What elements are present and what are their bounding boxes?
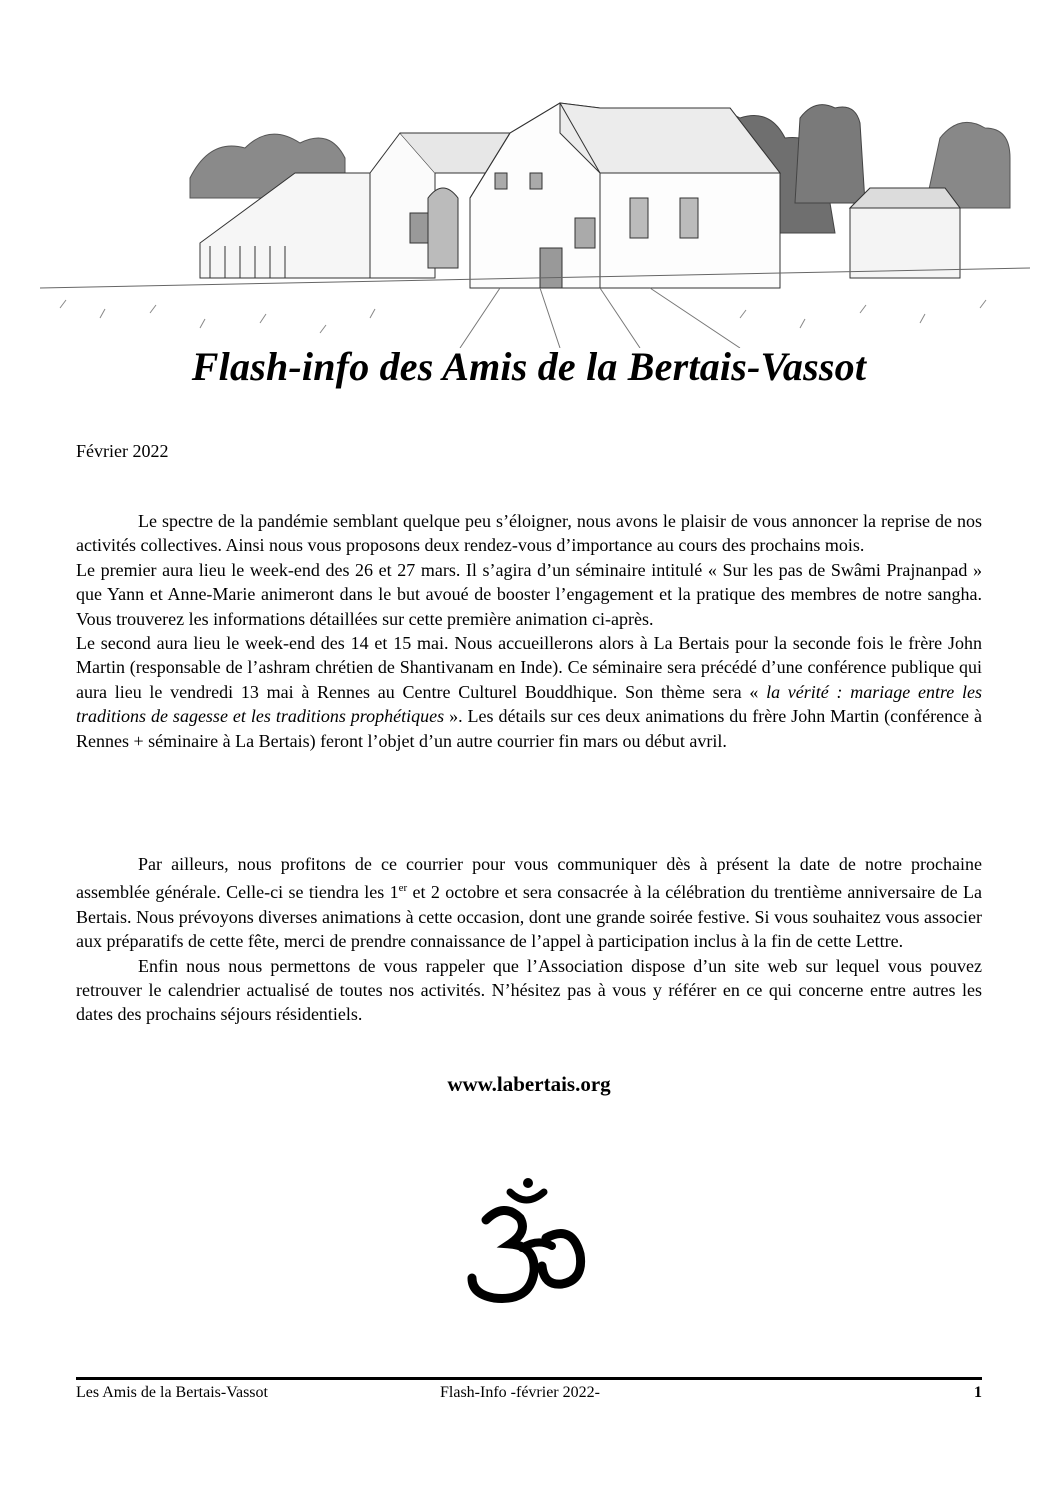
announcement-section bbox=[76, 509, 982, 753]
second-event-text-start: Le second aura lieu le week-end des 14 et 15 mai. Nous accueillerons alors à La Bertais pour la seconde fois le frère John Martin (responsable de l’ashram chrétien de Shantivanam en Inde). Ce séminaire sera précédé d’une conférence publique qui aura lieu le vendredi 13 mai à Rennes au Centre Culturel Bouddhique. Son thème sera « bbox=[76, 633, 982, 702]
page-footer bbox=[76, 1384, 982, 1406]
general-assembly-section bbox=[76, 852, 982, 1027]
assembly-text-start: Par ailleurs, nous profitons de ce courrier pour vous communiquer dès à présent la date de notre prochaine assemblée générale. Celle-ci se tiendra les 1 bbox=[76, 854, 982, 903]
issue-date: Février 2022 bbox=[76, 441, 169, 461]
assembly-text-end: et 2 octobre et sera consacrée à la célébration du trentième anniversaire de La Bertais. Nous prévoyons diverses animations à cette occasion, dont une grande soirée festive. Si vous souhaitez vous associer aux préparatifs de cette fête, merci de prendre connaissance de l’appel à participation inclus à la fin de cette Lettre. bbox=[76, 882, 983, 952]
website-link[interactable]: www.labertais.org bbox=[447, 1072, 611, 1096]
second-event-paragraph bbox=[76, 631, 982, 753]
first-event-paragraph: Le premier aura lieu le week-end des 26 et 27 mars. Il s’agira d’un séminaire intitulé « Sur les pas de Swâmi Prajnanpad » que Yann et Anne-Marie animeront dans le but avoué de booster l’engagement et la pratique des membres de notre sangha. Vous trouverez les informations détaillées sur cette première animation ci-après. bbox=[76, 559, 982, 629]
om-icon bbox=[462, 1178, 592, 1308]
footer-association-name: Les Amis de la Bertais-Vassot bbox=[76, 1384, 268, 1401]
intro-paragraph: Le spectre de la pandémie semblant quelque peu s’éloigner, nous avons le plaisir de vous annoncer la reprise de nos activités collectives. Ainsi nous vous proposons deux rendez-vous d’importance au cours des prochains mois. bbox=[76, 511, 982, 556]
footer-page-number: 1 bbox=[974, 1384, 982, 1401]
footer-issue-label: Flash-Info -février 2022- bbox=[440, 1384, 600, 1401]
assembly-paragraph bbox=[76, 852, 982, 954]
farmhouse-sketch-illustration bbox=[40, 78, 1030, 348]
page-title: Flash-info des Amis de la Bertais-Vassot bbox=[191, 344, 867, 389]
second-event-text-end: ». Les détails sur ces deux animations du frère John Martin (conférence à Rennes + séminaire à La Bertais) feront l’objet d’un autre courrier fin mars ou début avril. bbox=[76, 706, 982, 751]
footer-divider bbox=[76, 1377, 982, 1380]
website-reminder-paragraph: Enfin nous nous permettons de vous rappeler que l’Association dispose d’un site web sur lequel vous pouvez retrouver le calendrier actualisé de toutes nos activités. N’hésitez pas à vous y référer en ce qui concerne entre autres les dates des prochains séjours résidentiels. bbox=[76, 955, 982, 1025]
conference-theme: la vérité : mariage entre les traditions de sagesse et les traditions prophétiques bbox=[76, 681, 983, 727]
ordinal-superscript: er bbox=[398, 882, 408, 895]
